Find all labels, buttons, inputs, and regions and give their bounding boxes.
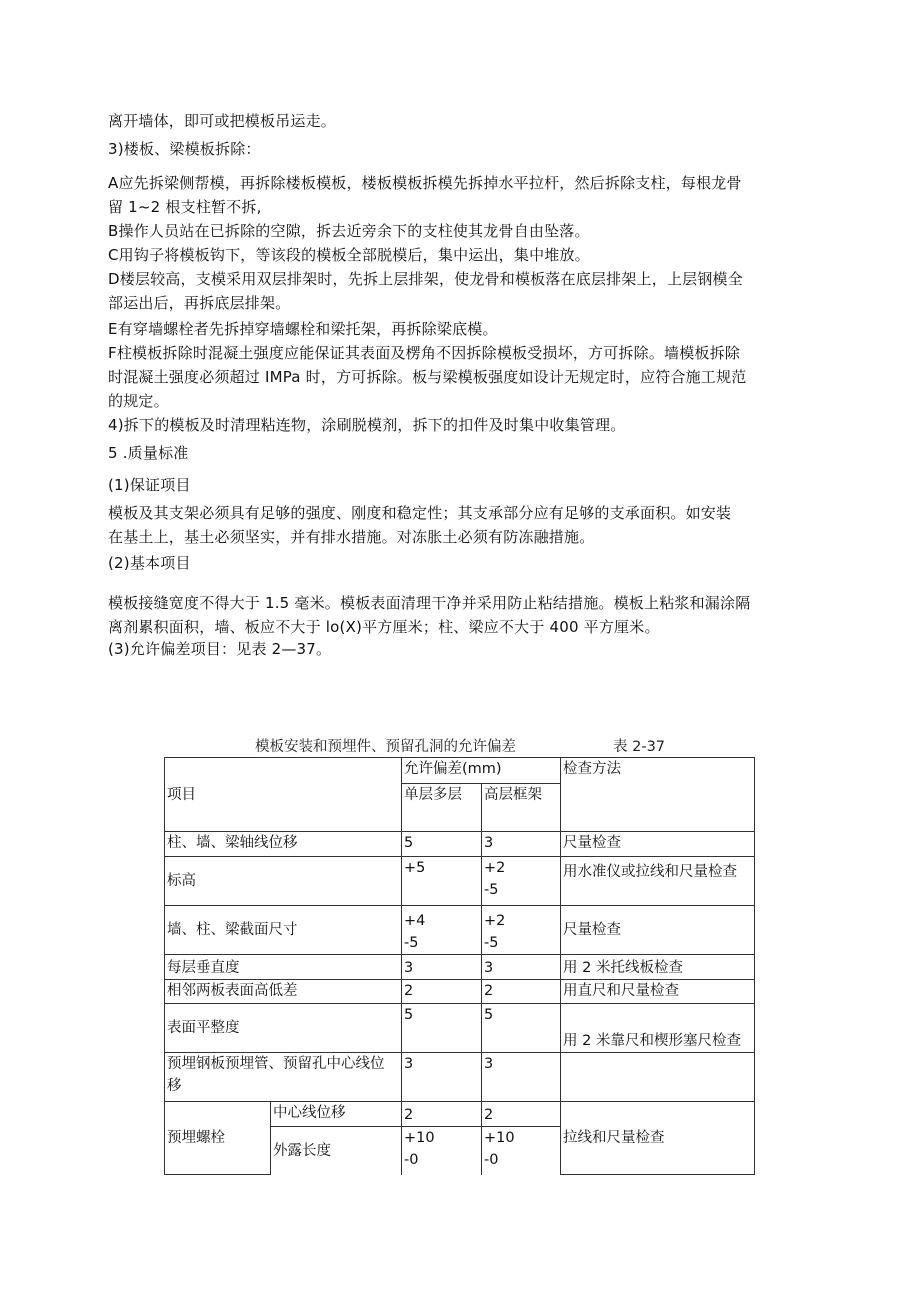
header-single-multi: 单层多层 — [402, 784, 482, 832]
table-row — [165, 1053, 755, 1102]
cell-method: 用直尺和尺量检查 — [561, 980, 755, 1004]
cell-single-multi: +5 — [402, 857, 482, 906]
table-number: 表 2-37 — [613, 739, 666, 755]
paragraph-line: 部运出后，再拆底层排架。 — [108, 294, 291, 312]
table-row — [165, 1004, 755, 1053]
cell-subitem: 中心线位移 — [271, 1102, 402, 1127]
paragraph-line: 离剂累积面积，墙、板应不大于 lo(X)平方厘米；柱、梁应不大于 400 平方厘米。 — [108, 618, 660, 636]
paragraph-line: 的规定。 — [108, 392, 169, 410]
header-high-rise: 高层框架 — [482, 784, 561, 832]
paragraph-line: 离开墙体，即可或把模板吊运走。 — [108, 112, 337, 130]
cell-method — [561, 1053, 755, 1102]
table-row — [165, 857, 755, 906]
paragraph-line: 模板及其支架必须具有足够的强度、刚度和稳定性；其支承部分应有足够的支承面积。如安装 — [108, 504, 732, 522]
paragraph-line: 模板接缝宽度不得大于 1.5 毫米。模板表面清理干净并采用防止粘结措施。模板上粘浆和漏涂隔 — [108, 594, 751, 612]
table-row — [165, 832, 755, 857]
cell-high-rise: 2 — [482, 1102, 561, 1127]
cell-high-rise: 3 — [482, 955, 561, 980]
cell-high-rise: 3 — [482, 832, 561, 857]
cell-high-rise: 3 — [482, 1053, 561, 1102]
cell-single-multi: 5 — [402, 1004, 482, 1053]
paragraph-line: 留 1~2 根支柱暂不拆, — [108, 198, 262, 216]
cell-high-rise: 5 — [482, 1004, 561, 1053]
cell-single-multi: 5 — [402, 832, 482, 857]
paragraph-line: 时混凝土强度必须超过 IMPa 时，方可拆除。板与梁模板强度如设计无规定时，应符合施工规范 — [108, 368, 747, 386]
section-heading: (1)保证项目 — [108, 476, 191, 494]
cell-method: 用水准仪或拉线和尺量检查 — [561, 857, 755, 906]
cell-method: 用 2 米托线板检查 — [561, 955, 755, 980]
paragraph-line: 在基土上，基土必须坚实，并有排水措施。对冻胀土必须有防冻融措施。 — [108, 528, 595, 546]
cell-item: 预埋螺栓 — [165, 1102, 271, 1175]
cell-high-rise: +10 -0 — [482, 1127, 561, 1175]
paragraph-line: E有穿墙螺栓者先拆掉穿墙螺栓和梁托架，再拆除梁底模。 — [108, 320, 498, 338]
cell-high-rise: +2 -5 — [482, 906, 561, 955]
paragraph-line: B操作人员站在已拆除的空隙，拆去近旁余下的支柱使其龙骨自由坠落。 — [108, 222, 590, 240]
cell-single-multi: 2 — [402, 1102, 482, 1127]
cell-single-multi: +10 -0 — [402, 1127, 482, 1175]
section-heading: 5 .质量标准 — [108, 444, 189, 462]
cell-item: 相邻两板表面高低差 — [165, 980, 402, 1004]
cell-item: 柱、墙、梁轴线位移 — [165, 832, 402, 857]
paragraph-line: C用钩子将模板钩下，等该段的模板全部脱模后，集中运出，集中堆放。 — [108, 246, 590, 264]
cell-high-rise: 2 — [482, 980, 561, 1004]
cell-single-multi: +4 -5 — [402, 906, 482, 955]
cell-method: 尺量检查 — [561, 906, 755, 955]
tolerance-table — [164, 757, 755, 1175]
cell-single-multi: 3 — [402, 1053, 482, 1102]
cell-method: 拉线和尺量检查 — [561, 1102, 755, 1175]
cell-method: 尺量检查 — [561, 832, 755, 857]
header-method: 检查方法 — [561, 758, 755, 832]
table-caption: 模板安装和预埋件、预留孔洞的允许偏差 — [255, 739, 516, 755]
section-heading: (2)基本项目 — [108, 554, 191, 572]
paragraph-line: (3)允许偏差项目：见表 2—37。 — [108, 640, 332, 658]
paragraph-line: 4)拆下的模板及时清理粘连物，涂刷脱模剂，拆下的扣件及时集中收集管理。 — [108, 416, 626, 434]
cell-item: 墙、柱、梁截面尺寸 — [165, 906, 402, 955]
cell-item: 每层垂直度 — [165, 955, 402, 980]
cell-high-rise: +2 -5 — [482, 857, 561, 906]
paragraph-line: A应先拆梁侧帮模，再拆除楼板模板，楼板模板拆模先拆掉水平拉杆，然后拆除支柱，每根龙骨 — [108, 174, 742, 192]
cell-item: 表面平整度 — [165, 1004, 402, 1053]
cell-single-multi: 2 — [402, 980, 482, 1004]
cell-method: 用 2 米靠尺和楔形塞尺检查 — [561, 1004, 755, 1053]
table-row — [165, 955, 755, 980]
paragraph-line: F柱模板拆除时混凝土强度应能保证其表面及楞角不因拆除模板受损坏，方可拆除。墙模板拆除 — [108, 344, 741, 362]
cell-subitem: 外露长度 — [271, 1127, 402, 1175]
table-row — [165, 906, 755, 955]
table-row — [165, 1102, 755, 1127]
cell-item: 标高 — [165, 857, 402, 906]
section-heading: 3)楼板、梁模板拆除： — [108, 140, 261, 158]
cell-single-multi: 3 — [402, 955, 482, 980]
header-tolerance: 允许偏差(mm) — [402, 758, 561, 784]
table-row — [165, 980, 755, 1004]
paragraph-line: D楼层较高，支模采用双层排架时，先拆上层排架，使龙骨和模板落在底层排架上，上层钢模全 — [108, 270, 743, 288]
header-item: 项目 — [165, 758, 402, 832]
cell-item: 预埋钢板预埋管、预留孔中心线位 移 — [165, 1053, 402, 1102]
